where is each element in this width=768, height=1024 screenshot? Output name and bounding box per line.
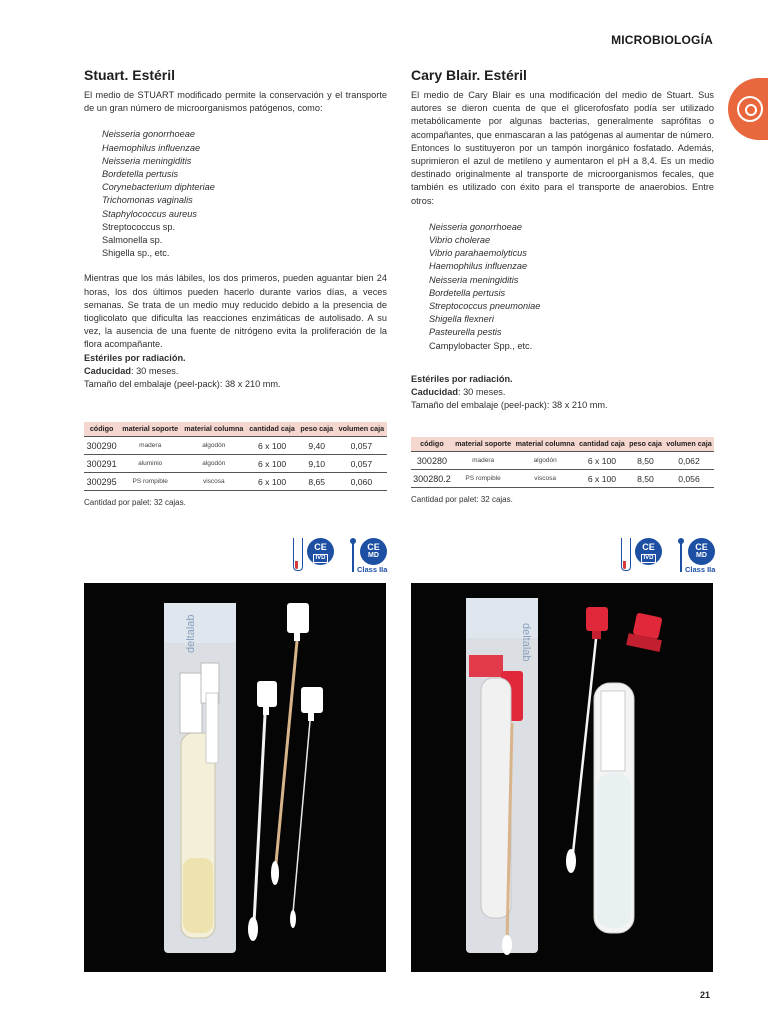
cary-blair-product-photo (411, 583, 713, 972)
cary-blair-organism-list (411, 221, 714, 353)
organism-item: Bordetella pertusis (429, 287, 506, 298)
table-cell: viscosa (181, 473, 246, 491)
table-cell: 9,10 (298, 455, 336, 473)
organism-item: Salmonella sp. (102, 235, 163, 246)
cary-blair-swab-illustration (411, 583, 713, 972)
organism-item: Vibrio parahaemolyticus (429, 248, 527, 259)
table-cell: 0,057 (336, 455, 387, 473)
ce-ivd-icon: CE IVD (635, 538, 662, 565)
organism-item: Vibrio cholerae (429, 235, 491, 246)
table-cell: madera (119, 437, 181, 455)
table-cell: 6 x 100 (246, 473, 297, 491)
class-label: Class IIa (685, 565, 716, 574)
table-row (411, 470, 714, 488)
swab-icon (352, 542, 354, 572)
organism-item: Shigella sp., etc. (102, 248, 170, 259)
table-header-cell: código (84, 422, 119, 437)
stuart-section (84, 67, 387, 391)
cary-blair-pack-size: Tamaño del embalaje (peel-pack): 38 x 210 mm. (411, 400, 608, 411)
table-cell: 300280.2 (411, 470, 453, 488)
table-cell: 6 x 100 (577, 452, 627, 470)
stuart-swab-illustration (84, 583, 386, 972)
stuart-product-table (84, 422, 387, 491)
table-cell: 0,056 (664, 470, 714, 488)
cary-blair-product-table-wrap (411, 437, 714, 504)
section-label: MICROBIOLOGÍA (611, 33, 713, 47)
table-cell: 300291 (84, 455, 119, 473)
stuart-pallet-note: Cantidad por palet: 32 cajas. (84, 498, 186, 508)
organism-item: Shigella flexneri (429, 314, 494, 325)
table-header-cell: volumen caja (664, 437, 714, 452)
cary-blair-product-table (411, 437, 714, 488)
organism-item: Neisseria gonorrhoeae (102, 129, 195, 140)
table-header-cell: cantidad caja (246, 422, 297, 437)
table-header-cell: peso caja (627, 437, 664, 452)
stuart-sterile-note: Estériles por radiación. (84, 352, 186, 363)
organism-item: Neisseria meningiditis (102, 155, 192, 166)
table-cell: PS rompible (453, 470, 513, 488)
stuart-certification-badges (290, 536, 390, 576)
organism-item: Neisseria gonorrhoeae (429, 221, 522, 232)
stuart-intro: El medio de STUART modificado permite la conservación y el transporte de un gran número de microorganismos patógenos, como: (84, 90, 387, 114)
cary-blair-pallet-note: Cantidad por palet: 32 cajas. (411, 495, 513, 505)
stuart-pack-size: Tamaño del embalaje (peel-pack): 38 x 210 mm. (84, 379, 281, 390)
ce-md-icon: CE MD (688, 538, 715, 565)
microbiology-tab-icon (728, 78, 768, 140)
ce-ivd-icon: CE IVD (307, 538, 334, 565)
pack-brand-text: deltalab (185, 614, 197, 653)
table-cell: 6 x 100 (246, 437, 297, 455)
organism-item: Trichomonas vaginalis (102, 195, 193, 206)
table-header-cell: material soporte (119, 422, 181, 437)
table-header-cell: peso caja (298, 422, 336, 437)
ce-md-icon: CE MD (360, 538, 387, 565)
cary-blair-title: Cary Blair. Estéril (411, 67, 527, 83)
table-header-cell: volumen caja (336, 422, 387, 437)
stuart-expiry: Caducidad: 30 meses. (84, 365, 179, 376)
organism-item: Neisseria meningiditis (429, 274, 519, 285)
class-label: Class IIa (357, 565, 388, 574)
table-cell: 0,057 (336, 437, 387, 455)
stuart-product-table-wrap (84, 422, 387, 507)
organism-item: Streptococcus sp. (102, 221, 176, 232)
table-cell: algodón (181, 455, 246, 473)
table-row (411, 452, 714, 470)
table-cell: PS rompible (119, 473, 181, 491)
organism-item: Streptococcus pneumoniae (429, 301, 541, 312)
table-cell: 0,060 (336, 473, 387, 491)
stuart-paragraph: Mientras que los más lábiles, los dos primeros, pueden aguantar bien 24 horas, los dos últimos pueden hacerlo durante varios días, a veces semanas. Se trata de un medio muy reducido debido a la presencia de tioglicolato que dificulta las reacciones enzimáticas de autolisado. A su vez, la ausencia de una fuente de nitrógeno evita la proliferación de la flora acompañante. (84, 273, 387, 350)
table-header-cell: material columna (181, 422, 246, 437)
organism-item: Corynebacterium diphteriae (102, 182, 215, 193)
cary-blair-section (411, 67, 714, 412)
table-cell: 6 x 100 (246, 455, 297, 473)
organism-item: Pasteurella pestis (429, 327, 502, 338)
cary-blair-certification-badges (618, 536, 718, 576)
table-cell: viscosa (513, 470, 577, 488)
table-header-cell: código (411, 437, 453, 452)
organism-item: Campylobacter Spp., etc. (429, 340, 533, 351)
table-cell: 9,40 (298, 437, 336, 455)
cary-blair-expiry: Caducidad: 30 meses. (411, 387, 506, 398)
page-number: 21 (699, 990, 710, 1000)
table-header-cell: material soporte (453, 437, 513, 452)
organism-item: Haemophilus influenzae (429, 261, 528, 272)
cary-blair-intro: El medio de Cary Blair es una modificación del medio de Stuart. Sus autores se dieron cuenta de que el glicerofosfato podía ser utilizado metabólicamente por algunas bacterias, generalmente saprófitas o acompañantes, que enmascaran a las patógenas al aumentar de número. Entonces lo sustituyeron por un tampón inorgánico fosfatado. Además, suprimieron el azul de metileno y aumentaron el pH a 8,4. Es un medio destinado originalmente al transporte de microorganismos fecales, que también es utilizado con éxito para el transporte de anaerobios. Entre otros: (411, 90, 714, 206)
stuart-title: Stuart. Estéril (84, 67, 176, 83)
stuart-organism-list (84, 128, 387, 260)
table-cell: 8,50 (627, 470, 664, 488)
table-cell: 300280 (411, 452, 453, 470)
table-cell: 8,65 (298, 473, 336, 491)
table-header-cell: cantidad caja (577, 437, 627, 452)
cary-blair-sterile-note: Estériles por radiación. (411, 373, 513, 384)
table-cell: 6 x 100 (577, 470, 627, 488)
table-cell: 300290 (84, 437, 119, 455)
table-row (84, 473, 387, 491)
tube-icon (621, 538, 631, 571)
swab-icon (680, 542, 682, 572)
table-cell: 8,50 (627, 452, 664, 470)
table-cell: aluminio (119, 455, 181, 473)
table-cell: 0,062 (664, 452, 714, 470)
organism-item: Bordetella pertusis (102, 169, 179, 180)
table-header-cell: material columna (513, 437, 577, 452)
organism-item: Staphylococcus aureus (102, 208, 197, 219)
stuart-product-photo (84, 583, 386, 972)
table-cell: algodón (513, 452, 577, 470)
table-cell: madera (453, 452, 513, 470)
organism-item: Haemophilus influenzae (102, 142, 201, 153)
table-row (84, 437, 387, 455)
table-cell: 300295 (84, 473, 119, 491)
tube-icon (293, 538, 303, 571)
table-cell: algodón (181, 437, 246, 455)
table-row (84, 455, 387, 473)
pack-brand-text: deltalab (520, 623, 532, 662)
